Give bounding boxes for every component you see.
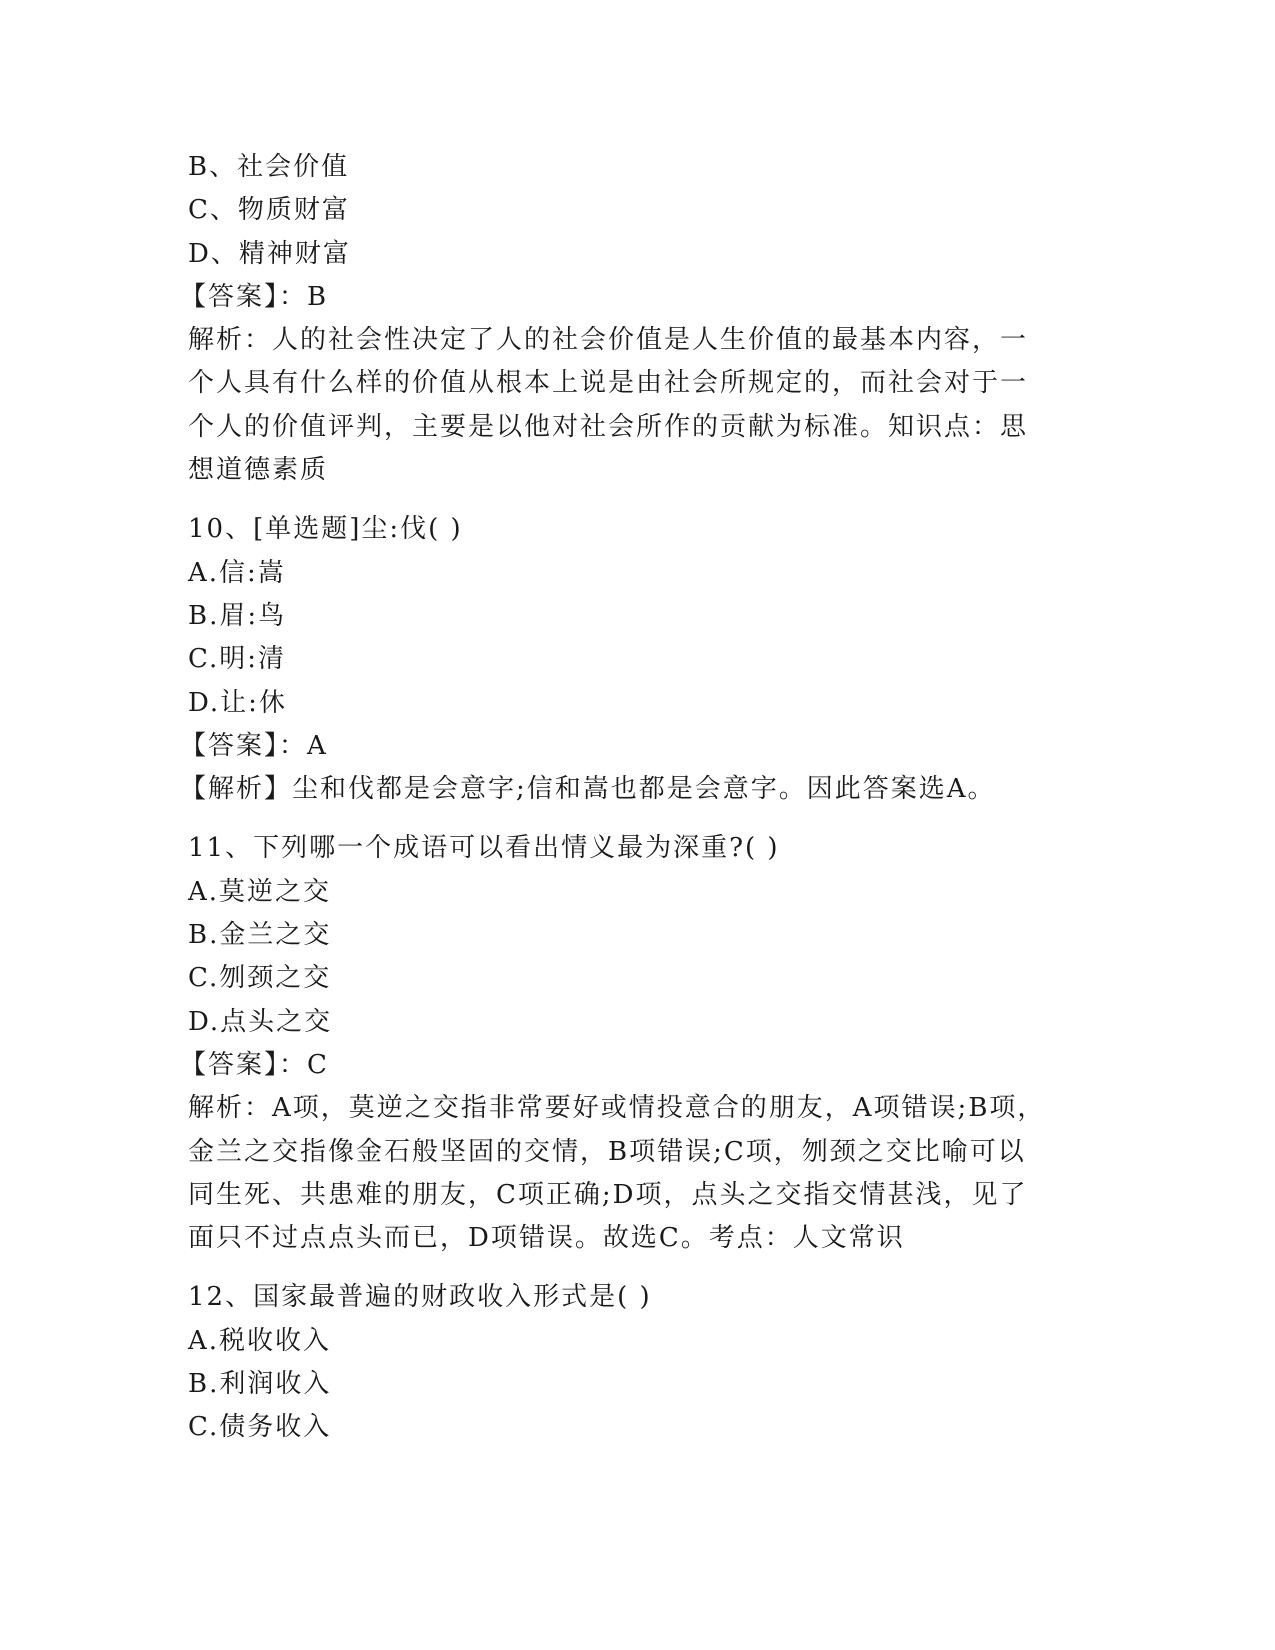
option-c: C.刎颈之交 [188, 963, 332, 994]
analysis-line: 解析：人的社会性决定了人的社会价值是人生价值的最基本内容，一 [188, 325, 1029, 356]
analysis-line: 想道德素质 [188, 455, 329, 486]
option-c: C.债务收入 [188, 1412, 332, 1443]
option-a: A.莫逆之交 [188, 876, 332, 907]
option-d: D.让:休 [188, 687, 287, 718]
answer-line: 【答案】：C [180, 1049, 329, 1080]
analysis-line: 面只不过点点头而已，D项错误。故选C。考点：人文常识 [188, 1223, 905, 1254]
document-body [180, 146, 1068, 1466]
question-9-tail [180, 146, 1068, 492]
option-d: D.点头之交 [188, 1006, 333, 1037]
option-b: B.眉:鸟 [188, 600, 287, 631]
option-d: D、精神财富 [188, 238, 351, 269]
question-stem: 11、下列哪一个成语可以看出情义最为深重?( ) [188, 833, 780, 864]
option-a: A.税收收入 [188, 1325, 332, 1356]
answer-line: 【答案】：A [180, 730, 328, 761]
analysis-line: 个人具有什么样的价值从根本上说是由社会所规定的，而社会对于一 [188, 368, 1029, 399]
question-stem: 10、[单选题]尘:伐( ) [188, 514, 463, 545]
answer-line: 【答案】：B [180, 281, 329, 312]
option-a: A.信:嵩 [188, 557, 286, 588]
analysis-line: 【解析】尘和伐都是会意字;信和嵩也都是会意字。因此答案选A。 [180, 774, 996, 805]
question-11 [180, 827, 1068, 1260]
analysis-line: 个人的价值评判，主要是以他对社会所作的贡献为标准。知识点：思 [188, 411, 1029, 442]
option-b: B.利润收入 [188, 1369, 332, 1400]
question-stem: 12、国家最普遍的财政收入形式是( ) [188, 1282, 652, 1313]
question-10 [180, 508, 1068, 811]
option-c: C.明:清 [188, 644, 286, 675]
option-c: C、物质财富 [188, 195, 350, 226]
analysis-line: 金兰之交指像金石般坚固的交情，B项错误;C项，刎颈之交比喻可以 [188, 1136, 1026, 1167]
analysis-line: 同生死、共患难的朋友，C项正确;D项，点头之交指交情甚浅，见了 [188, 1179, 1028, 1210]
question-12 [188, 1276, 1068, 1449]
analysis-line: 解析：A项，莫逆之交指非常要好或情投意合的朋友，A项错误;B项， [188, 1093, 1046, 1124]
option-b: B.金兰之交 [188, 920, 332, 951]
option-b: B、社会价值 [188, 152, 350, 182]
